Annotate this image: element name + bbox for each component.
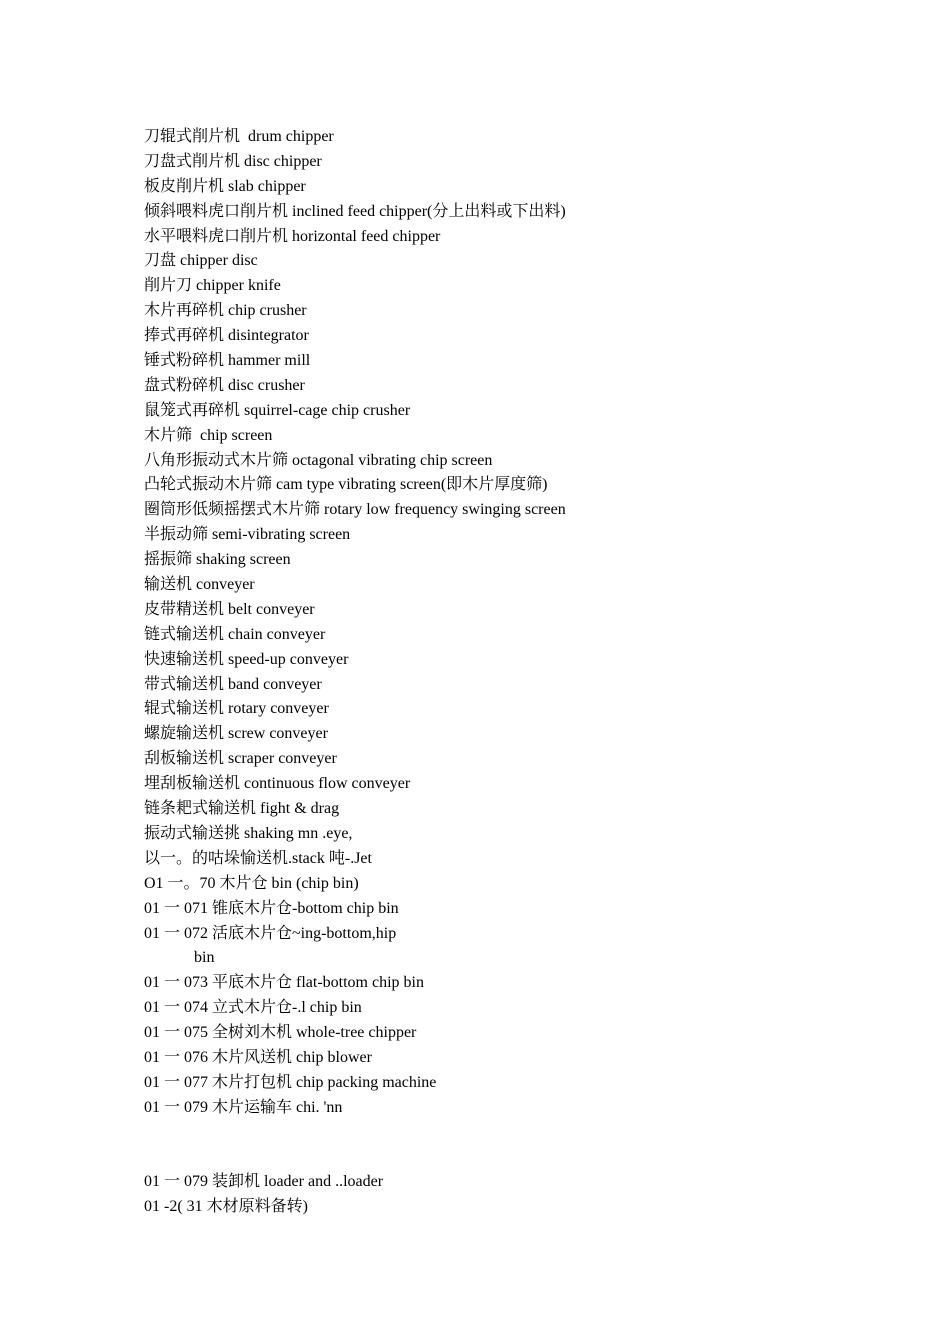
glossary-line: O1 一。70 木片仓 bin (chip bin) (144, 874, 359, 892)
glossary-line: 01 一 071 锥底木片仓-bottom chip bin (144, 899, 399, 917)
glossary-line: 倾斜喂料虎口削片机 inclined feed chipper(分上出料或下出料) (144, 202, 566, 220)
glossary-line: 辊式输送机 rotary conveyer (144, 700, 329, 718)
glossary-line: 链条耙式输送机 fight & drag (144, 800, 340, 818)
glossary-line: 以一。的咕垛愉送机.stack 吨-.Jet (144, 849, 372, 867)
glossary-line: 快速输送机 speed-up conveyer (144, 650, 349, 668)
glossary-line-continuation: bin (194, 949, 215, 967)
glossary-line: 01 一 073 平底木片仓 flat-bottom chip bin (144, 974, 424, 992)
glossary-line: 木片筛 chip screen (144, 426, 273, 444)
glossary-line: 圈筒形低频摇摆式木片筛 rotary low frequency swinging screen (144, 501, 566, 519)
glossary-line: 盘式粉碎机 disc crusher (144, 376, 305, 394)
glossary-line: 01 一 074 立式木片仓-.l chip bin (144, 999, 362, 1017)
blank-gap (144, 1121, 904, 1171)
glossary-line: 刀盘 chipper disc (144, 252, 258, 270)
glossary-line: 半振动筛 semi-vibrating screen (144, 526, 351, 544)
glossary-line: 摇振筛 shaking screen (144, 551, 291, 569)
glossary-line: 01 一 077 木片打包机 chip packing machine (144, 1073, 437, 1091)
glossary-line: 01 一 076 木片风送机 chip blower (144, 1048, 372, 1066)
glossary-line: 凸轮式振动木片筛 cam type vibrating screen(即木片厚度筛) (144, 476, 548, 494)
glossary-line: 输送机 conveyer (144, 576, 255, 594)
glossary-line: 01 一 075 全树刘木机 whole-tree chipper (144, 1024, 417, 1042)
glossary-line: 刮板输送机 scraper conveyer (144, 750, 337, 768)
glossary-line: 01 一 072 活底木片仓~ing-bottom,hip (144, 924, 397, 942)
glossary-line: 皮带精送机 belt conveyer (144, 600, 315, 618)
glossary-line: 01 一 079 木片运输车 chi. 'nn (144, 1098, 343, 1116)
glossary-line: 01 一 079 装卸机 loader and ..loader (144, 1173, 384, 1191)
glossary-line: 链式输送机 chain conveyer (144, 625, 326, 643)
glossary-line: 螺旋输送机 screw conveyer (144, 725, 328, 743)
glossary-line: 八角形振动式木片筛 octagonal vibrating chip screen (144, 451, 493, 469)
glossary-line: 板皮削片机 slab chipper (144, 177, 306, 195)
glossary-line: 锤式粉碎机 hammer mill (144, 352, 311, 370)
glossary-line: 削片刀 chipper knife (144, 277, 281, 295)
glossary-line: 带式输送机 band conveyer (144, 675, 322, 693)
glossary-line: 振动式输送挑 shaking mn .eye, (144, 824, 353, 842)
glossary-line: 水平喂料虎口削片机 horizontal feed chipper (144, 227, 441, 245)
glossary-line: 捧式再碎机 disintegrator (144, 327, 309, 345)
glossary-text-block (144, 125, 904, 1220)
glossary-line: 刀盘式削片机 disc chipper (144, 152, 322, 170)
glossary-line: 埋刮板输送机 continuous flow conveyer (144, 775, 411, 793)
glossary-group-a (144, 125, 904, 946)
glossary-line: 01 -2( 31 木材原料备转) (144, 1198, 308, 1216)
glossary-group-b (144, 971, 904, 1120)
glossary-group-c (144, 1170, 904, 1220)
glossary-line: 鼠笼式再碎机 squirrel-cage chip crusher (144, 401, 411, 419)
glossary-line: 木片再碎机 chip crusher (144, 302, 307, 320)
glossary-line: 刀辊式削片机 drum chipper (144, 128, 334, 145)
